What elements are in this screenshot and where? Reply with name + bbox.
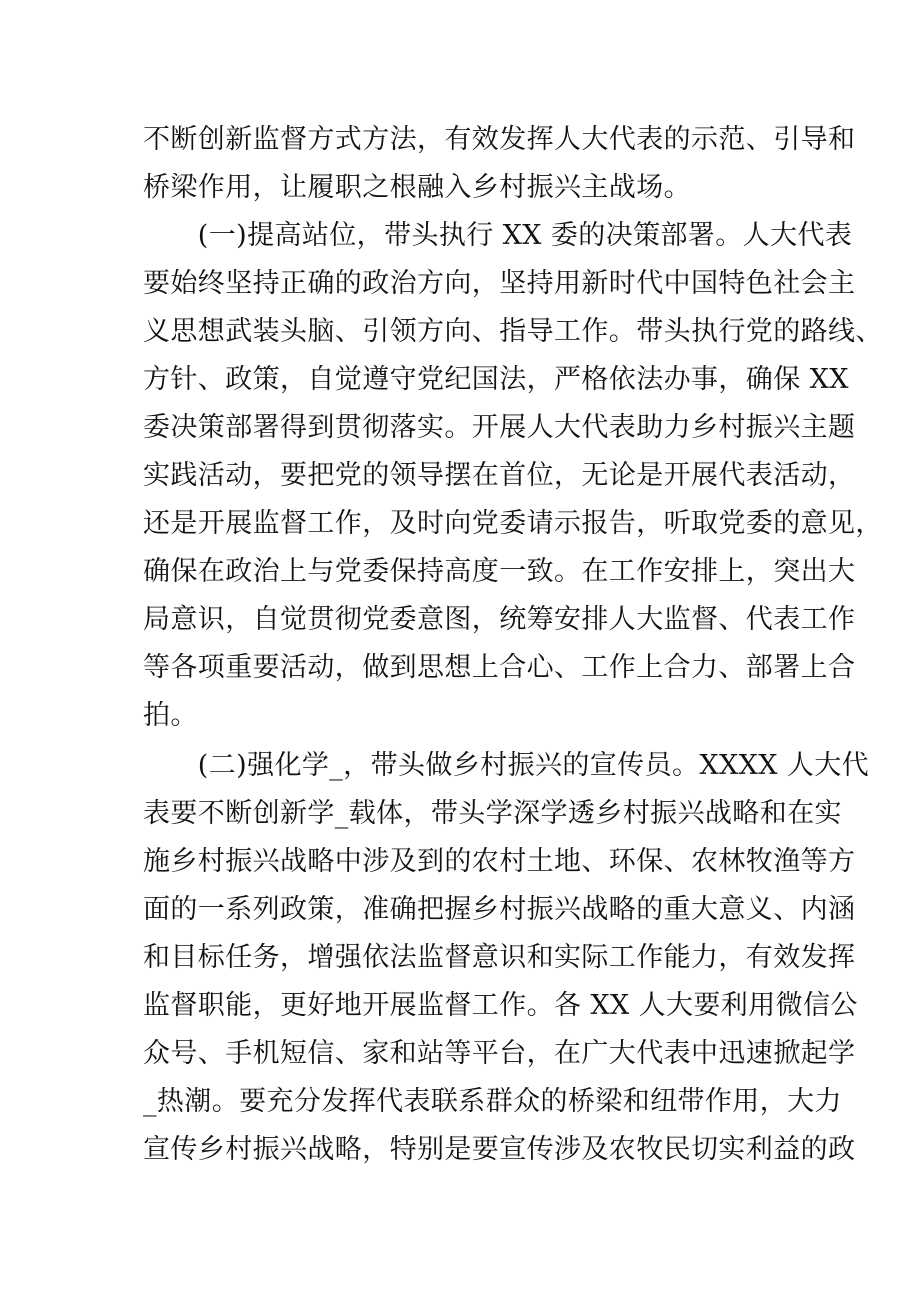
- text-line: 确保在政治上与党委保持高度一致。在工作安排上，突出大: [143, 556, 856, 587]
- text-line: 桥梁作用，让履职之根融入乡村振兴主战场。: [143, 172, 691, 203]
- paragraph-heading-line: (二)强化学_，带头做乡村振兴的宣传员。XXXX 人大代: [143, 750, 870, 781]
- paragraph-heading-line: (一)提高站位，带头执行 XX 委的决策部署。人大代表: [143, 220, 853, 251]
- text-line: 表要不断创新学_载体，带头学深学透乡村振兴战略和在实: [143, 798, 842, 829]
- text-line: 面的一系列政策，准确把握乡村振兴战略的重大意义、内涵: [143, 894, 856, 925]
- text-line: 宣传乡村振兴战略，特别是要宣传涉及农牧民切实利益的政: [143, 1134, 856, 1165]
- text-line: 委决策部署得到贯彻落实。开展人大代表助力乡村振兴主题: [143, 412, 856, 443]
- text-line: 方针、政策，自觉遵守党纪国法，严格依法办事，确保 XX: [143, 364, 849, 395]
- text-line: 不断创新监督方式方法，有效发挥人大代表的示范、引导和: [143, 124, 856, 155]
- text-line: 还是开展监督工作，及时向党委请示报告，听取党委的意见，: [143, 508, 883, 539]
- text-line: 和目标任务，增强依法监督意识和实际工作能力，有效发挥: [143, 942, 856, 973]
- text-line: 实践活动，要把党的领导摆在首位，无论是开展代表活动，: [143, 460, 856, 491]
- text-line: 等各项重要活动，做到思想上合心、工作上合力、部署上合: [143, 652, 856, 683]
- text-line: 众号、手机短信、家和站等平台，在广大代表中迅速掀起学: [143, 1038, 856, 1069]
- text-line: 义思想武装头脑、引领方向、指导工作。带头执行党的路线、: [143, 316, 883, 347]
- text-line: 拍。: [143, 700, 198, 731]
- text-line: 监督职能，更好地开展监督工作。各 XX 人大要利用微信公: [143, 990, 858, 1021]
- text-line: 施乡村振兴战略中涉及到的农村土地、环保、农林牧渔等方: [143, 846, 856, 877]
- text-line: 局意识，自觉贯彻党委意图，统筹安排人大监督、代表工作: [143, 604, 856, 635]
- text-line: _热潮。要充分发挥代表联系群众的桥梁和纽带作用，大力: [143, 1086, 842, 1117]
- text-line: 要始终坚持正确的政治方向，坚持用新时代中国特色社会主: [143, 268, 856, 299]
